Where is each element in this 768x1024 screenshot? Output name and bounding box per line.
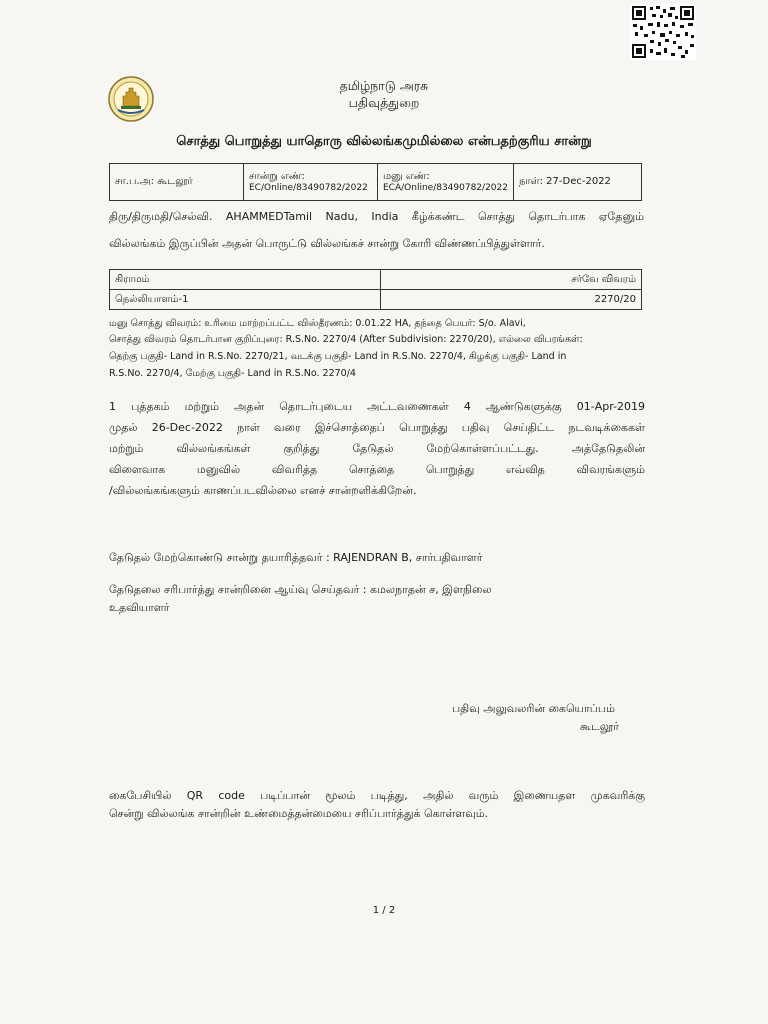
certificate-title: சொத்து பொறுத்து யாதொரு வில்லங்கமுமில்லை என்பதற்குரிய சான்று bbox=[176, 134, 592, 149]
office-cell bbox=[110, 164, 244, 201]
applicant-line-1: திரு/திருமதி/செல்வி. AHAMMEDTamil Nadu, India கீழ்க்கண்ட சொத்து தொடர்பாக ஏதேனும் bbox=[109, 210, 644, 223]
search-line-4: விளைவாக மனுவில் விவரித்த சொத்தை பொறுத்து எவ்வித விவரங்களும் bbox=[109, 463, 645, 476]
prepared-by: தேடுதல் மேற்கொண்டு சான்று தயாரித்தவர் : RAJENDRAN B, சார்பதிவாளர் bbox=[109, 551, 483, 564]
survey-number: 2270/20 bbox=[381, 290, 642, 310]
search-line-3: மற்றும் வில்லங்கங்கள் குறித்து தேடுதல் மேற்கொள்ளப்பட்டது. அத்தேடுதலின் bbox=[109, 442, 645, 455]
signature-place: கூடலூர் bbox=[580, 720, 619, 733]
date-cell bbox=[513, 164, 641, 201]
qr-code bbox=[630, 4, 696, 60]
certificate-number-cell bbox=[244, 164, 378, 201]
search-line-2: முதல் 26-Dec-2022 நாள் வரை இச்சொத்தைப் பொறுத்து பதிவு செய்திட்ட நடவடிக்கைகள் bbox=[109, 421, 645, 434]
certificate-number-label: சான்று எண்: bbox=[249, 171, 305, 182]
search-line-1: 1 புத்தகம் மற்றும் அதன் தொடர்புடைய அட்டவணைகள் 4 ஆண்டுகளுக்கு 01-Apr-2019 bbox=[109, 400, 645, 413]
page-number: 1 / 2 bbox=[372, 905, 396, 916]
government-name: தமிழ்நாடு அரசு bbox=[339, 78, 429, 93]
village-name: நெல்லியாளம்-1 bbox=[110, 290, 381, 310]
department-name: பதிவுத்துறை bbox=[348, 95, 420, 110]
village-survey-table bbox=[109, 269, 642, 310]
application-number: ECA/Online/83490782/2022 bbox=[383, 183, 508, 193]
property-line-2: சொத்து விவரம் தொடர்பான குறிப்புரை: R.S.No. 2270/4 (After Subdivision: 2270/20), எல்லை விபரங்கள்: bbox=[109, 334, 583, 345]
search-line-5: /வில்லங்கங்களும் காணப்படவில்லை எனச் சான்றளிக்கிறேன். bbox=[109, 484, 417, 497]
property-line-1: மனு சொத்து விவரம்: உரிமை மாற்றப்பட்ட விஸ்தீரணம்: 0.01.22 HA, தந்தை பெயர்: S/o. Alavi, bbox=[109, 318, 526, 329]
certificate-date: நாள்: 27-Dec-2022 bbox=[518, 176, 611, 187]
verified-by-line-1: தேடுதலை சரிபார்த்து சான்றினை ஆய்வு செய்தவர் : கமலநாதன் ச, இளநிலை bbox=[109, 583, 492, 596]
property-line-3: தெற்கு பகுதி- Land in R.S.No. 2270/21, வடக்கு பகுதி- Land in R.S.No. 2270/4, கிழக்கு பகுதி- Land in bbox=[109, 351, 567, 362]
application-number-label: மனு எண்: bbox=[383, 171, 430, 182]
application-number-cell bbox=[378, 164, 514, 201]
survey-header: சர்வே விவரம் bbox=[381, 270, 642, 290]
office-name: சா.ப.அ: கூடலூர் bbox=[115, 176, 193, 187]
verified-by-line-2: உதவியாளர் bbox=[109, 601, 170, 614]
qr-note-line-2: சென்று வில்லங்க சான்றின் உண்மைத்தன்மையை சரிப்பார்த்துக் கொள்ளவும். bbox=[109, 807, 489, 820]
certificate-info-table bbox=[109, 163, 642, 201]
qr-note-line-1: கைபேசியில் QR code படிப்பான் மூலம் படித்து, அதில் வரும் இணையதள முகவரிக்கு bbox=[109, 789, 645, 802]
certificate-number: EC/Online/83490782/2022 bbox=[249, 183, 368, 193]
village-header: கிராமம் bbox=[110, 270, 381, 290]
applicant-line-2: வில்லங்கம் இருப்பின் அதன் பொருட்டு வில்லங்கச் சான்று கோரி விண்ணப்பித்துள்ளார். bbox=[109, 237, 545, 250]
signature-label: பதிவு அலுவலரின் கையொப்பம் bbox=[452, 702, 615, 715]
property-line-4: R.S.No. 2270/4, மேற்கு பகுதி- Land in R.S.No. 2270/4 bbox=[109, 368, 356, 379]
